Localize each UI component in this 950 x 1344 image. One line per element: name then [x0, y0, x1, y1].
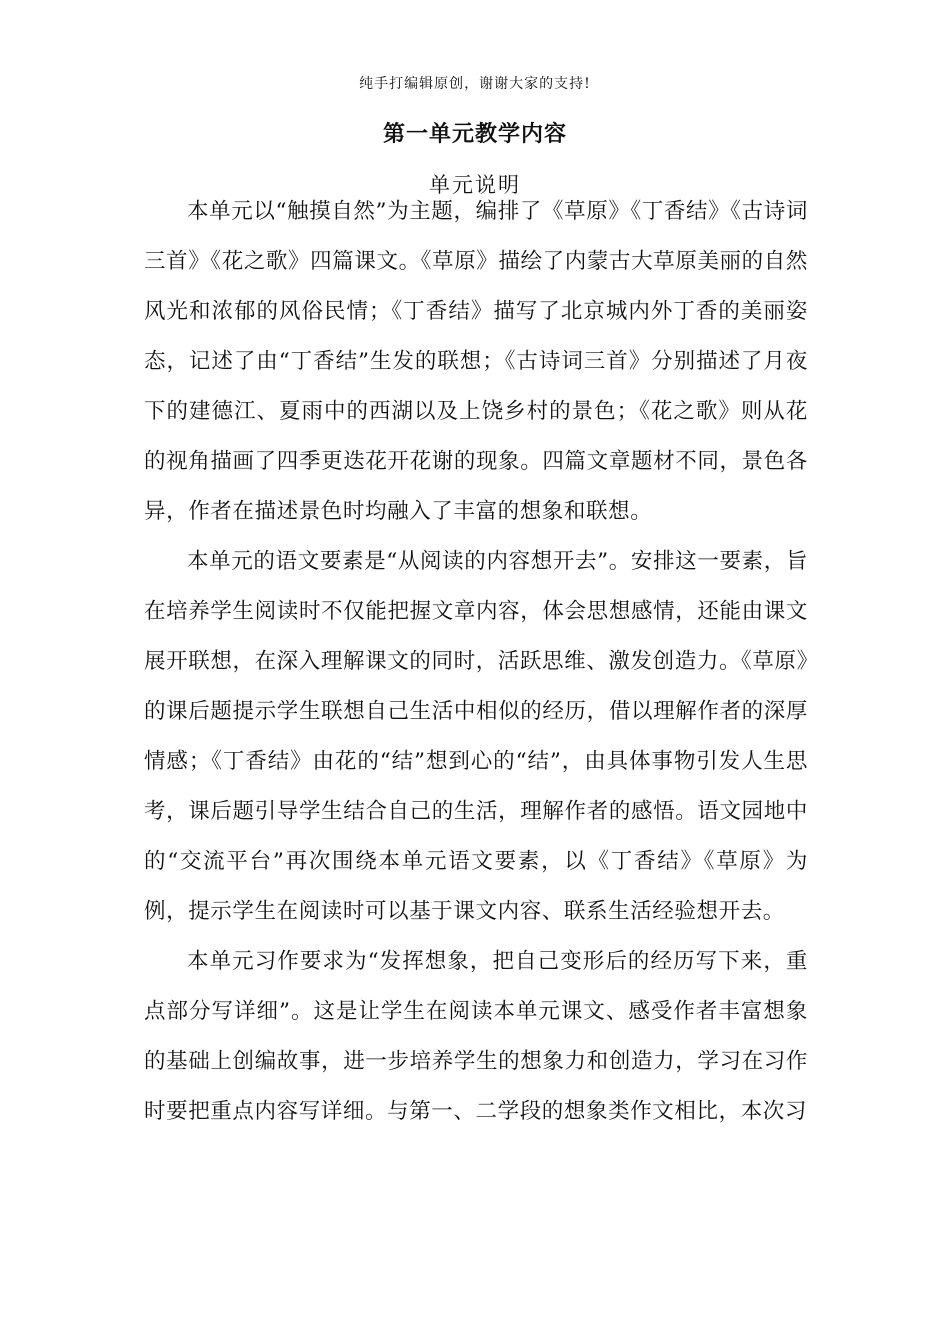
paragraph-theme: 本单元以“触摸自然”为主题，编排了《草原》《丁香结》《古诗词三首》《花之歌》四篇课文。《草原》描绘了内蒙古大草原美丽的自然风光和浓郁的风俗民情；《丁香结》描写了北京城内外丁香的美丽姿态，记述了由“丁香结”生发的联想；《古诗词三首》分别描述了月夜下的建德江、夏雨中的西湖以及上饶乡村的景色；《花之歌》则从花的视角描画了四季更迭花开花谢的现象。四篇文章题材不同，景色各异，作者在描述景色时均融入了丰富的想象和联想。: [144, 199, 808, 524]
section-title: 单元说明: [429, 173, 521, 197]
document-title: 第一单元教学内容: [382, 122, 567, 147]
header-note: 纯手打编辑原创，谢谢大家的支持!: [359, 76, 591, 92]
paragraph-language-elements: 本单元的语文要素是“从阅读的内容想开去”。安排这一要素，旨在培养学生阅读时不仅能把握文章内容，体会思想感情，还能由课文展开联想，在深入理解课文的同时，活跃思维、激发创造力。《草原》的课后题提示学生联想自己生活中相似的经历，借以理解作者的深厚情感；《丁香结》由花的“结”想到心的“结”，由具体事物引发人生思考，课后题引导学生结合自己的生活，理解作者的感悟。语文园地中的“交流平台”再次围绕本单元语文要素，以《丁香结》《草原》为例，提示学生在阅读时可以基于课文内容、联系生活经验想开去。: [144, 549, 808, 924]
document-body: [144, 187, 808, 1137]
paragraph-writing-requirement: 本单元习作要求为“发挥想象，把自己变形后的经历写下来，重点部分写详细”。这是让学生在阅读本单元课文、感受作者丰富想象的基础上创编故事，进一步培养学生的想象力和创造力，学习在习作时要把重点内容写详细。与第一、二学段的想象类作文相比，本次习: [144, 949, 808, 1124]
